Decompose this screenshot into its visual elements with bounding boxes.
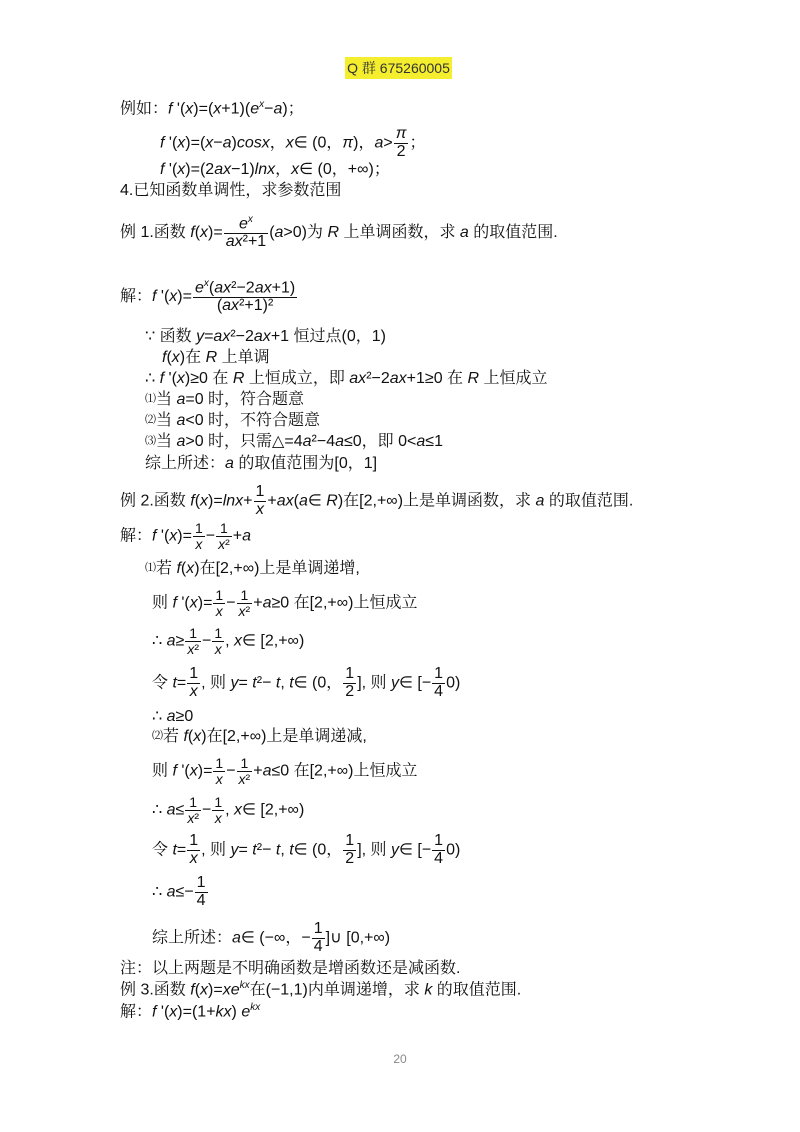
solution-1-case-1: ⑴当 a=0 时，符合题意 [145, 391, 305, 408]
solution-1-conclusion: 综上所述：a 的取值范围为[0，1] [145, 455, 378, 472]
solution-2-conclusion: 综上所述：a∈ (−∞，− $\frac{1}{4}$ ]∪ [0,+∞) [152, 920, 391, 955]
example-line-3: f '(x)=(2ax−1)lnx，x∈ (0，+∞)； [160, 161, 390, 178]
solution-1-line: ∵ 函数 y=ax²−2ax+1 恒过点(0，1) [145, 328, 386, 345]
solution-1-line: f(x)在 R 上单调 [162, 349, 270, 366]
solution-2-line: ∴ a≥ $\frac{1}{\text{x²}}$ − $\frac{1}{x}$ , x∈ [2,+∞) [152, 625, 305, 657]
examples-intro-label: 例如： [120, 100, 169, 118]
section-heading: 4.已知函数单调性，求参数范围 [120, 182, 342, 199]
solution-2-line: ∴ a≤ $\frac{1}{\text{x²}}$ − $\frac{1}{x}$ , x∈ [2,+∞) [152, 794, 305, 826]
note: 注：以上两题是不明确函数是增函数还是减函数. [120, 960, 461, 977]
example-3-statement: 例 3.函数 $f(x)=xe^{kx}$在(−1,1)内单调递增，求 k 的取值范围. [120, 980, 522, 999]
solution-2-line: 则 f '(x)= $\frac{1}{x}$ − $\frac{1}{\text{x²}}$ +a≤0 在[2,+∞)上恒成立 [152, 755, 418, 787]
solution-2-line: ∴ a≤− $\frac{1}{4}$ [152, 874, 206, 909]
page-number: 20 [393, 1052, 407, 1066]
solution-1-derivative: 解：f '(x)= $\frac{e^x(ax^2-2ax+1)}{\text{(ax²+1)²}}$ [120, 278, 296, 315]
solution-3-derivative: 解：f '(x)=(1+kx) $e^{kx}$ [120, 1002, 261, 1021]
solution-1-case-3: ⑶当 a>0 时，只需△=4a²−4a≤0，即 0<a≤1 [145, 433, 443, 450]
solution-2-case-2: ⑵若 f(x)在[2,+∞)上是单调递减, [152, 728, 367, 745]
example-line-1: 例如：f '$(x)=(x+1)(e^x-a)$； [120, 99, 304, 118]
solution-2-case-1: ⑴若 f(x)在[2,+∞)上是单调递增, [145, 560, 360, 577]
solution-1-case-2: ⑵当 a<0 时，不符合题意 [145, 412, 321, 429]
solution-2-line: 则 f '(x)= $\frac{1}{x}$ − $\frac{1}{\text{x²}}$ +a≥0 在[2,+∞)上恒成立 [152, 587, 418, 619]
solution-1-line: ∴ f '(x)≥0 在 R 上恒成立，即 ax²−2ax+1≥0 在 R 上恒成立 [145, 370, 548, 387]
solution-2-derivative: 解：f '(x)= $\frac{1}{x}$ − $\frac{1}{\text{x²}}$ +a [120, 520, 252, 552]
example-1-statement: 例 1.函数 f(x)= $\frac{e^x}{\text{ax²+1}}$ (a>0)为 R 上单调函数，求 a 的取值范围. [120, 214, 558, 251]
qq-group-banner: Q 群 675260005 [345, 57, 452, 79]
example-2-statement: 例 2.函数 f(x)=lnx+ $\frac{1}{x}$ +ax(a∈ R)在[2,+∞)上是单调函数，求 a 的取值范围. [120, 483, 634, 518]
example-line-2: f '(x)=(x−a)cosx，x∈ (0，π)，a> $\frac{\pi}{2}$ ； [160, 125, 426, 160]
solution-2-line: 令 t= $\frac{1}{x}$ , 则 y= t²− t, t∈ (0， $\frac{1}{2}$ ], 则 y∈ [− $\frac{1}{4}$ 0) [152, 832, 461, 867]
solution-2-line: ∴ a≥0 [152, 708, 194, 725]
solution-2-line: 令 t= $\frac{1}{x}$ , 则 y= t²− t, t∈ (0， $\frac{1}{2}$ ], 则 y∈ [− $\frac{1}{4}$ 0) [152, 665, 461, 700]
